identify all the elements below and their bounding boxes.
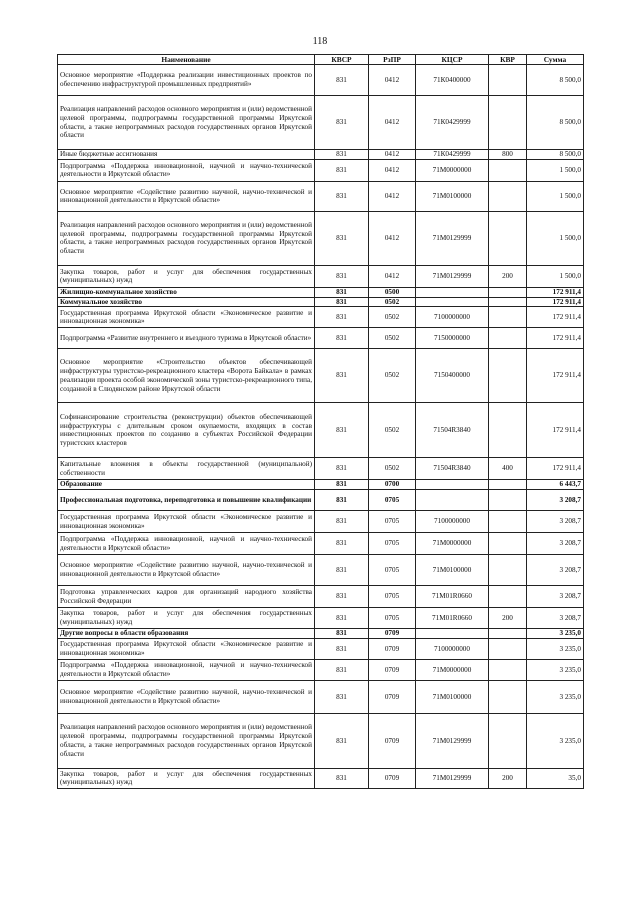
cell-kvsr: 831 xyxy=(315,480,369,490)
cell-name: Подпрограмма «Развитие внутреннего и въездного туризма в Иркутской области» xyxy=(58,328,315,349)
cell-sum: 3 208,7 xyxy=(527,586,584,608)
cell-name: Другие вопросы в области образования xyxy=(58,629,315,639)
cell-sum: 1 500,0 xyxy=(527,265,584,287)
cell-kvr xyxy=(489,297,527,307)
cell-kvr xyxy=(489,629,527,639)
cell-name: Подпрограмма «Поддержка инновационной, научной и научно-технической деятельности в Иркутской области» xyxy=(58,533,315,555)
cell-kvsr: 831 xyxy=(315,159,369,181)
cell-sum: 172 911,4 xyxy=(527,328,584,349)
cell-sum: 3 208,7 xyxy=(527,555,584,586)
table-row xyxy=(58,96,584,150)
column-header-name: Наименование xyxy=(58,55,315,65)
cell-kvr xyxy=(489,287,527,297)
cell-sum: 3 235,0 xyxy=(527,659,584,680)
cell-rzpr: 0500 xyxy=(369,287,416,297)
cell-rzpr: 0705 xyxy=(369,533,416,555)
cell-rzpr: 0709 xyxy=(369,638,416,659)
cell-kvsr: 831 xyxy=(315,659,369,680)
cell-kvr xyxy=(489,65,527,96)
table-row xyxy=(58,403,584,458)
table-row xyxy=(58,265,584,287)
cell-kcsr: 7150000000 xyxy=(416,328,489,349)
cell-rzpr: 0705 xyxy=(369,586,416,608)
cell-kvsr: 831 xyxy=(315,307,369,328)
cell-kcsr: 71М0129999 xyxy=(416,211,489,265)
cell-name: Закупка товаров, работ и услуг для обеспечения государственных (муниципальных) нужд xyxy=(58,768,315,788)
cell-kvsr: 831 xyxy=(315,555,369,586)
cell-rzpr: 0709 xyxy=(369,680,416,713)
cell-rzpr: 0412 xyxy=(369,181,416,211)
column-header-kcsr: КЦСР xyxy=(416,55,489,65)
cell-name: Коммунальное хозяйство xyxy=(58,297,315,307)
cell-kvr xyxy=(489,349,527,403)
cell-rzpr: 0502 xyxy=(369,458,416,480)
cell-kvsr: 831 xyxy=(315,533,369,555)
table-row xyxy=(58,638,584,659)
column-header-rzpr: РзПР xyxy=(369,55,416,65)
cell-kcsr: 71М0129999 xyxy=(416,265,489,287)
cell-kvr xyxy=(489,586,527,608)
cell-kvsr: 831 xyxy=(315,713,369,768)
cell-kcsr: 71М0000000 xyxy=(416,533,489,555)
cell-kvsr: 831 xyxy=(315,680,369,713)
cell-kcsr xyxy=(416,629,489,639)
cell-kvsr: 831 xyxy=(315,608,369,629)
cell-sum: 35,0 xyxy=(527,768,584,788)
cell-kcsr: 7100000000 xyxy=(416,511,489,533)
cell-rzpr: 0705 xyxy=(369,490,416,511)
cell-kcsr: 71М0000000 xyxy=(416,659,489,680)
table-row xyxy=(58,159,584,181)
cell-rzpr: 0502 xyxy=(369,349,416,403)
cell-kvr: 800 xyxy=(489,150,527,160)
cell-kcsr: 71К0429999 xyxy=(416,150,489,160)
cell-kvsr: 831 xyxy=(315,629,369,639)
cell-kvr xyxy=(489,159,527,181)
page-number: 118 xyxy=(312,36,328,47)
cell-rzpr: 0412 xyxy=(369,150,416,160)
cell-name: Жилищно-коммунальное хозяйство xyxy=(58,287,315,297)
cell-kvr xyxy=(489,96,527,150)
table-row xyxy=(58,150,584,160)
cell-sum: 3 208,7 xyxy=(527,533,584,555)
cell-kcsr xyxy=(416,287,489,297)
cell-kcsr: 71504R3840 xyxy=(416,403,489,458)
cell-rzpr: 0412 xyxy=(369,65,416,96)
cell-rzpr: 0709 xyxy=(369,659,416,680)
cell-kvsr: 831 xyxy=(315,297,369,307)
cell-kcsr: 71М0000000 xyxy=(416,159,489,181)
cell-kvsr: 831 xyxy=(315,349,369,403)
column-header-sum: Сумма xyxy=(527,55,584,65)
cell-kvr xyxy=(489,511,527,533)
table-row xyxy=(58,511,584,533)
cell-kvr xyxy=(489,307,527,328)
table-row xyxy=(58,458,584,480)
cell-kvr xyxy=(489,713,527,768)
table-header-row xyxy=(58,55,584,65)
cell-kvr: 200 xyxy=(489,608,527,629)
cell-rzpr: 0412 xyxy=(369,96,416,150)
cell-rzpr: 0502 xyxy=(369,307,416,328)
cell-sum: 3 208,7 xyxy=(527,490,584,511)
cell-kcsr: 71К0429999 xyxy=(416,96,489,150)
cell-kvsr: 831 xyxy=(315,638,369,659)
cell-rzpr: 0412 xyxy=(369,211,416,265)
cell-name: Государственная программа Иркутской области «Экономическое развитие и инновационная экономика» xyxy=(58,638,315,659)
cell-kcsr: 7100000000 xyxy=(416,638,489,659)
cell-kvr xyxy=(489,555,527,586)
table-row xyxy=(58,65,584,96)
cell-rzpr: 0705 xyxy=(369,555,416,586)
cell-kcsr: 71М0100000 xyxy=(416,555,489,586)
cell-kcsr: 71504R3840 xyxy=(416,458,489,480)
cell-kvsr: 831 xyxy=(315,768,369,788)
cell-sum: 1 500,0 xyxy=(527,211,584,265)
cell-kvsr: 831 xyxy=(315,181,369,211)
cell-name: Иные бюджетные ассигнования xyxy=(58,150,315,160)
cell-rzpr: 0412 xyxy=(369,265,416,287)
cell-name: Государственная программа Иркутской области «Экономическое развитие и инновационная экономика» xyxy=(58,511,315,533)
table-row xyxy=(58,297,584,307)
cell-sum: 6 443,7 xyxy=(527,480,584,490)
cell-kvsr: 831 xyxy=(315,150,369,160)
cell-kcsr: 71М01R0660 xyxy=(416,586,489,608)
cell-kvsr: 831 xyxy=(315,458,369,480)
cell-name: Подпрограмма «Поддержка инновационной, научной и научно-технической деятельности в Иркутской области» xyxy=(58,659,315,680)
cell-rzpr: 0709 xyxy=(369,768,416,788)
cell-kcsr: 71М0129999 xyxy=(416,768,489,788)
cell-name: Государственная программа Иркутской области «Экономическое развитие и инновационная экономика» xyxy=(58,307,315,328)
cell-kvsr: 831 xyxy=(315,586,369,608)
cell-rzpr: 0705 xyxy=(369,511,416,533)
table-row xyxy=(58,480,584,490)
cell-rzpr: 0502 xyxy=(369,403,416,458)
cell-kvsr: 831 xyxy=(315,328,369,349)
cell-kvr xyxy=(489,659,527,680)
cell-kvr: 200 xyxy=(489,265,527,287)
cell-name: Профессиональная подготовка, переподготовка и повышение квалификации xyxy=(58,490,315,511)
cell-sum: 3 208,7 xyxy=(527,608,584,629)
cell-sum: 3 235,0 xyxy=(527,638,584,659)
cell-sum: 3 235,0 xyxy=(527,713,584,768)
cell-name: Реализация направлений расходов основного мероприятия и (или) ведомственной целевой программы, подпрограммы государственной программы Иркутской области, а также непрограммных расходов государственных органов Иркутской области xyxy=(58,96,315,150)
cell-name: Реализация направлений расходов основного мероприятия и (или) ведомственной целевой программы, подпрограммы государственной программы Иркутской области, а также непрограммных расходов государственных органов Иркутской области xyxy=(58,211,315,265)
cell-kcsr xyxy=(416,490,489,511)
cell-kcsr: 7100000000 xyxy=(416,307,489,328)
table-row xyxy=(58,659,584,680)
cell-sum: 172 911,4 xyxy=(527,287,584,297)
table-row xyxy=(58,181,584,211)
cell-name: Софинансирование строительства (реконструкции) объектов обеспечивающей инфраструктуры с длительным сроком окупаемости, входящих в состав инвестиционных проектов по созданию в субъектах Российской Федерации туристских кластеров xyxy=(58,403,315,458)
table-row xyxy=(58,490,584,511)
cell-kvr xyxy=(489,638,527,659)
cell-rzpr: 0709 xyxy=(369,629,416,639)
cell-rzpr: 0700 xyxy=(369,480,416,490)
table-row xyxy=(58,328,584,349)
cell-name: Образование xyxy=(58,480,315,490)
column-header-kvsr: КВСР xyxy=(315,55,369,65)
table-row xyxy=(58,349,584,403)
cell-sum: 3 235,0 xyxy=(527,629,584,639)
table-row xyxy=(58,533,584,555)
cell-sum: 1 500,0 xyxy=(527,181,584,211)
cell-name: Закупка товаров, работ и услуг для обеспечения государственных (муниципальных) нужд xyxy=(58,265,315,287)
table-body xyxy=(58,65,584,789)
cell-sum: 8 500,0 xyxy=(527,150,584,160)
budget-table xyxy=(57,54,584,789)
cell-sum: 172 911,4 xyxy=(527,307,584,328)
cell-kvr xyxy=(489,328,527,349)
table-row xyxy=(58,713,584,768)
cell-kvr xyxy=(489,211,527,265)
cell-kcsr: 71М0100000 xyxy=(416,680,489,713)
cell-kvsr: 831 xyxy=(315,511,369,533)
cell-kvr: 200 xyxy=(489,768,527,788)
cell-sum: 3 208,7 xyxy=(527,511,584,533)
cell-kvsr: 831 xyxy=(315,490,369,511)
cell-kvr: 400 xyxy=(489,458,527,480)
cell-name: Основное мероприятие «Содействие развитию научной, научно-технической и инновационной деятельности в Иркутской области» xyxy=(58,680,315,713)
cell-sum: 172 911,4 xyxy=(527,349,584,403)
cell-kvsr: 831 xyxy=(315,287,369,297)
table-row xyxy=(58,307,584,328)
cell-kvr xyxy=(489,533,527,555)
cell-rzpr: 0412 xyxy=(369,159,416,181)
table-row xyxy=(58,586,584,608)
cell-kvsr: 831 xyxy=(315,265,369,287)
cell-name: Подготовка управленческих кадров для организаций народного хозяйства Российской Федерации xyxy=(58,586,315,608)
cell-rzpr: 0709 xyxy=(369,713,416,768)
cell-kcsr: 71М0129999 xyxy=(416,713,489,768)
cell-sum: 8 500,0 xyxy=(527,65,584,96)
cell-rzpr: 0705 xyxy=(369,608,416,629)
cell-kvr xyxy=(489,480,527,490)
table-row xyxy=(58,287,584,297)
cell-rzpr: 0502 xyxy=(369,297,416,307)
cell-sum: 172 911,4 xyxy=(527,403,584,458)
cell-sum: 1 500,0 xyxy=(527,159,584,181)
table-row xyxy=(58,680,584,713)
cell-kvr xyxy=(489,181,527,211)
cell-rzpr: 0502 xyxy=(369,328,416,349)
cell-name: Капитальные вложения в объекты государственной (муниципальной) собственности xyxy=(58,458,315,480)
cell-kvsr: 831 xyxy=(315,403,369,458)
cell-kcsr: 7150400000 xyxy=(416,349,489,403)
cell-sum: 172 911,4 xyxy=(527,458,584,480)
cell-name: Основное мероприятие «Содействие развитию научной, научно-технической и инновационной деятельности в Иркутской области» xyxy=(58,181,315,211)
cell-sum: 172 911,4 xyxy=(527,297,584,307)
cell-kvr xyxy=(489,680,527,713)
cell-name: Основное мероприятие «Поддержка реализации инвестиционных проектов по обеспечению инфраструктурой промышленных предприятий» xyxy=(58,65,315,96)
cell-kcsr xyxy=(416,480,489,490)
cell-kvr xyxy=(489,403,527,458)
cell-kcsr: 71М01R0660 xyxy=(416,608,489,629)
cell-sum: 3 235,0 xyxy=(527,680,584,713)
table-row xyxy=(58,629,584,639)
cell-name: Закупка товаров, работ и услуг для обеспечения государственных (муниципальных) нужд xyxy=(58,608,315,629)
cell-kcsr: 71К0400000 xyxy=(416,65,489,96)
table-row xyxy=(58,768,584,788)
cell-name: Основное мероприятие «Содействие развитию научной, научно-технической и инновационной деятельности в Иркутской области» xyxy=(58,555,315,586)
cell-name: Основное мероприятие «Строительство объектов обеспечивающей инфраструктуры туристско-рекреационного кластера «Ворота Байкала» в рамках реализации проекта особой экономической зоны туристско-рекреационного типа, созданной в Слюдянском районе Иркутской области xyxy=(58,349,315,403)
cell-name: Реализация направлений расходов основного мероприятия и (или) ведомственной целевой программы, подпрограммы государственной программы Иркутской области, а также непрограммных расходов государственных органов Иркутской области xyxy=(58,713,315,768)
cell-kvsr: 831 xyxy=(315,211,369,265)
cell-kcsr xyxy=(416,297,489,307)
table-row xyxy=(58,211,584,265)
table-row xyxy=(58,555,584,586)
cell-kcsr: 71М0100000 xyxy=(416,181,489,211)
cell-kvsr: 831 xyxy=(315,96,369,150)
column-header-kvr: КВР xyxy=(489,55,527,65)
cell-kvr xyxy=(489,490,527,511)
cell-sum: 8 500,0 xyxy=(527,96,584,150)
cell-kvsr: 831 xyxy=(315,65,369,96)
cell-name: Подпрограмма «Поддержка инновационной, научной и научно-технической деятельности в Иркутской области» xyxy=(58,159,315,181)
table-row xyxy=(58,608,584,629)
